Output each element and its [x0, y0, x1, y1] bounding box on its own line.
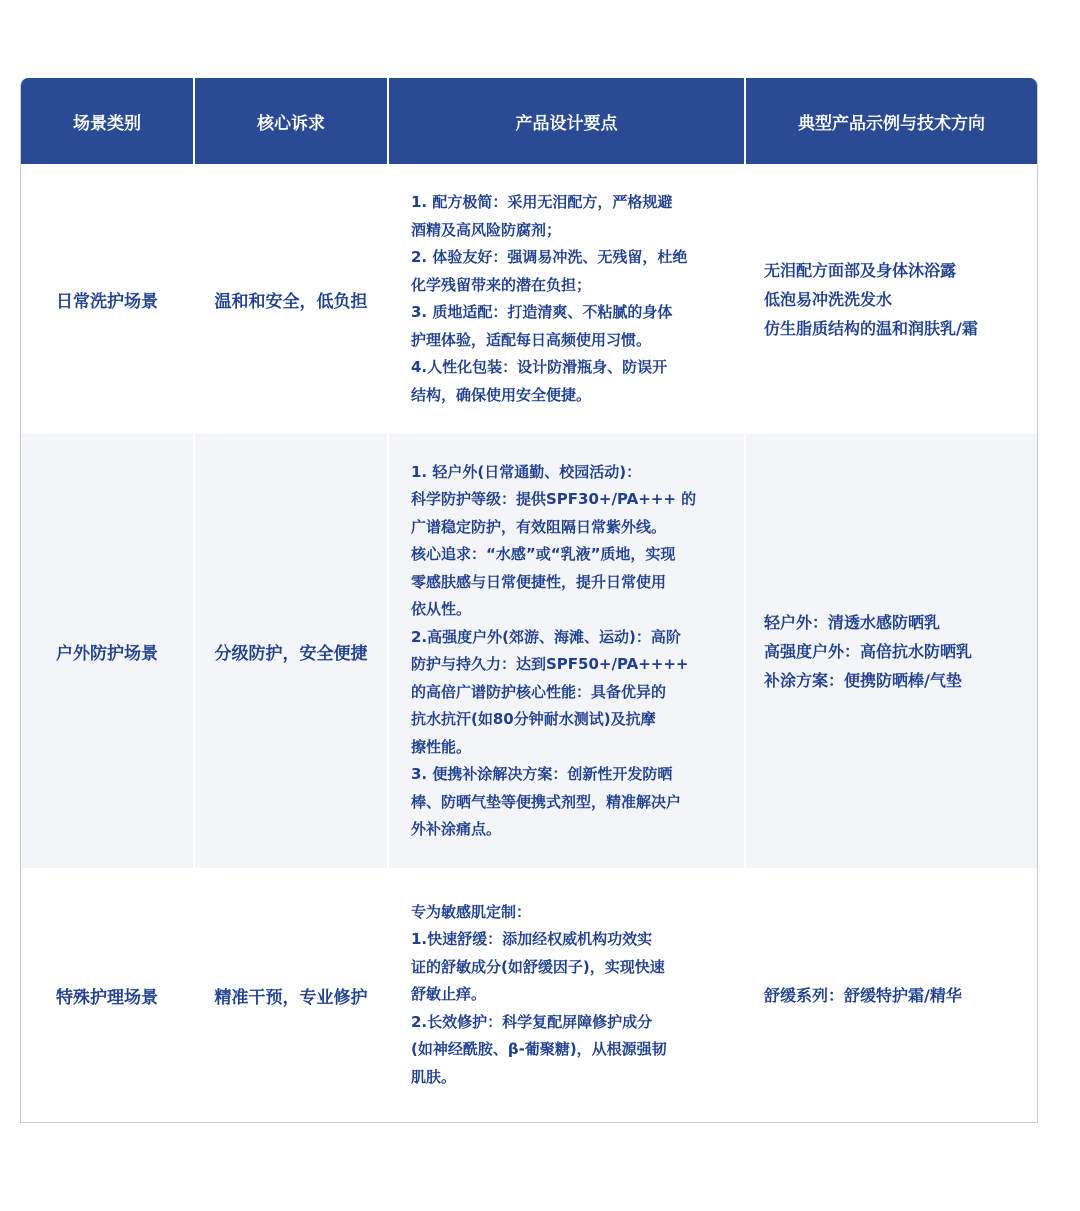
header-need: 核心诉求	[194, 78, 388, 164]
point-line: 肌肤。	[411, 1067, 457, 1086]
table-row	[21, 868, 1037, 1122]
point-line: 护理体验，适配每日高频使用习惯。	[411, 330, 652, 349]
cell-design-points	[388, 868, 745, 1122]
point-line: 的高倍广谱防护核心性能：具备优异的	[411, 682, 667, 701]
cell-examples	[745, 868, 1037, 1122]
point-line: 依从性。	[411, 600, 472, 618]
header-category: 场景类别	[21, 78, 194, 164]
cell-need: 分级防护，安全便捷	[194, 434, 388, 868]
header-design-points: 产品设计要点	[388, 78, 745, 164]
point-line: 棒、防晒气垫等便携式剂型，精准解决户	[411, 792, 682, 811]
point-line: 2.高强度户外(郊游、海滩、运动)：高阶	[411, 627, 681, 646]
header-row	[21, 78, 1037, 164]
scenario-table-grid	[21, 78, 1037, 1122]
cell-need: 精准干预，专业修护	[194, 868, 388, 1122]
point-line: 酒精及高风险防腐剂；	[411, 220, 562, 239]
point-line: 3. 便携补涂解决方案：创新性开发防晒	[411, 765, 673, 783]
point-line: 1.快速舒缓：添加经权威机构功效实	[411, 930, 653, 949]
table-body	[21, 164, 1037, 1122]
example-line: 无泪配方面部及身体沐浴露	[764, 260, 957, 280]
example-line: 仿生脂质结构的温和润肤乳/霜	[764, 318, 978, 338]
point-line: 抗水抗汗(如80分钟耐水测试)及抗摩	[411, 710, 656, 728]
point-line: 1. 轻户外(日常通勤、校园活动)：	[411, 462, 642, 481]
example-line: 轻户外：清透水感防晒乳	[764, 612, 941, 632]
table-header	[21, 78, 1037, 164]
header-examples: 典型产品示例与技术方向	[745, 78, 1037, 164]
point-line: 1. 配方极简：采用无泪配方，严格规避	[411, 193, 673, 211]
example-line: 高强度户外：高倍抗水防晒乳	[764, 641, 973, 661]
point-line: 擦性能。	[411, 737, 472, 756]
cell-design-points	[388, 164, 745, 434]
example-line: 舒缓系列：舒缓特护霜/精华	[764, 985, 962, 1005]
point-line: 科学防护等级：提供SPF30+/PA+++ 的	[411, 490, 697, 508]
cell-category: 特殊护理场景	[21, 868, 194, 1122]
scenario-table	[20, 78, 1038, 1123]
point-line: 专为敏感肌定制：	[411, 902, 532, 921]
cell-category: 日常洗护场景	[21, 164, 194, 434]
point-line: 3. 质地适配：打造清爽、不粘腻的身体	[411, 303, 673, 321]
point-line: 广谱稳定防护，有效阻隔日常紫外线。	[411, 517, 667, 536]
cell-category: 户外防护场景	[21, 434, 194, 868]
point-line: 2.长效修护：科学复配屏障修护成分	[411, 1012, 653, 1031]
point-line: 结构，确保使用安全便捷。	[411, 385, 592, 404]
point-line: 防护与持久力：达到SPF50+/PA++++	[411, 655, 689, 673]
cell-need: 温和和安全，低负担	[194, 164, 388, 434]
cell-examples	[745, 434, 1037, 868]
table-row	[21, 164, 1037, 434]
point-line: 舒敏止痒。	[411, 985, 487, 1004]
example-line: 补涂方案：便携防晒棒/气垫	[764, 670, 962, 690]
point-line: 2. 体验友好：强调易冲洗、无残留，杜绝	[411, 248, 688, 266]
point-line: 核心追求：“水感”或“乳液”质地，实现	[411, 545, 676, 563]
point-line: 外补涂痛点。	[411, 820, 502, 838]
point-line: (如神经酰胺、β-葡聚糖)，从根源强韧	[411, 1040, 667, 1059]
example-line: 低泡易冲洗洗发水	[764, 289, 893, 309]
point-line: 零感肤感与日常便捷性，提升日常使用	[411, 572, 667, 591]
point-line: 证的舒敏成分(如舒缓因子)，实现快速	[411, 957, 665, 976]
cell-examples	[745, 164, 1037, 434]
table-row	[21, 434, 1037, 868]
point-line: 4.人性化包装：设计防滑瓶身、防误开	[411, 358, 668, 376]
point-line: 化学残留带来的潜在负担；	[411, 275, 592, 294]
cell-design-points	[388, 434, 745, 868]
